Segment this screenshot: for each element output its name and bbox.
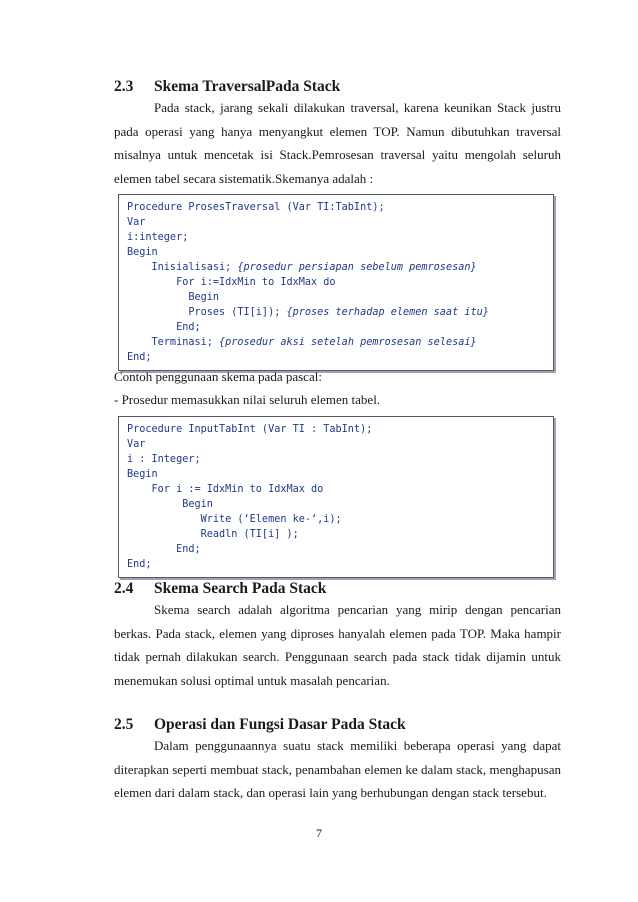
code-text: Begin (127, 499, 213, 510)
code-line (127, 200, 553, 215)
code-line (127, 467, 553, 482)
code-line (127, 542, 553, 557)
paragraph-text: Skema search adalah algoritma pencarian yang mirip dengan pencarian berkas. Pada stack, elemen yang diproses hanyalah elemen pada TOP. Maka hampir tidak pernah dilakukan search. Penggunaan search pada stack tidak dijamin untuk menemukan solusi optimal untuk masalah pencarian. (114, 602, 561, 688)
section-heading-2-4 (114, 580, 326, 598)
code-text: End; (127, 544, 201, 555)
code-line (127, 557, 553, 572)
section-heading-2-3 (114, 78, 340, 96)
code-text: End; (127, 559, 152, 570)
section-heading-2-5 (114, 716, 406, 734)
code-text: For i:=IdxMin to IdxMax do (127, 277, 336, 288)
code-line (127, 512, 553, 527)
code-line (127, 305, 553, 320)
code-text: Begin (127, 247, 158, 258)
code-line (127, 335, 553, 350)
code-text: Readln (TI[i] ); (127, 529, 299, 540)
section-title: Skema Search Pada Stack (154, 580, 327, 597)
code-line (127, 452, 553, 467)
code-line (127, 497, 553, 512)
code-text: i:integer; (127, 232, 189, 243)
code-text: Write (‘Elemen ke-‘,i); (127, 514, 342, 525)
code-text: Begin (127, 292, 220, 303)
code-block-input (118, 416, 554, 578)
section-number: 2.3 (114, 78, 134, 95)
paragraph-text: Dalam penggunaannya suatu stack memiliki beberapa operasi yang dapat diterapkan seperti membuat stack, penambahan elemen ke dalam stack, menghapusan elemen dari dalam stack, dan operasi lain yang berhubungan dengan stack tersebut. (114, 738, 561, 800)
code-line (127, 350, 553, 365)
paragraph-text: Pada stack, jarang sekali dilakukan traversal, karena keunikan Stack justru pada operasi yang hanya menyangkut elemen TOP. Namun dibutuhkan traversal misalnya untuk mencetak isi Stack.Pemrosesan traversal yaitu mengolah seluruh elemen tabel secara sistematik.Skemanya adalah : (114, 100, 561, 186)
code-text: End; (127, 352, 152, 363)
page-number: 7 (316, 826, 322, 840)
example-subtitle: - Prosedur memasukkan nilai seluruh elemen tabel. (114, 392, 381, 407)
code-line (127, 245, 553, 260)
example-intro: Contoh penggunaan skema pada pascal: (114, 369, 322, 384)
code-line (127, 260, 553, 275)
code-text: Terminasi; (127, 337, 220, 348)
code-line (127, 422, 553, 437)
code-text: Var (127, 439, 146, 450)
code-comment: {prosedur persiapan sebelum pemrosesan} (237, 262, 477, 273)
code-comment: {proses terhadap elemen saat itu} (286, 307, 489, 318)
code-line (127, 320, 553, 335)
section-title: Skema TraversalPada Stack (154, 78, 341, 95)
section-paragraph-2-4 (114, 598, 561, 692)
section-paragraph-2-3 (114, 96, 561, 190)
code-text: Procedure ProsesTraversal (Var TI:TabInt); (127, 202, 385, 213)
code-line (127, 275, 553, 290)
code-text: Var (127, 217, 146, 228)
section-title: Operasi dan Fungsi Dasar Pada Stack (154, 716, 406, 733)
code-line (127, 290, 553, 305)
code-line (127, 215, 553, 230)
section-number: 2.4 (114, 580, 134, 597)
code-line (127, 482, 553, 497)
code-block-traversal (118, 194, 554, 371)
code-comment: {prosedur aksi setelah pemrosesan selesai} (219, 337, 477, 348)
code-text: For i := IdxMin to IdxMax do (127, 484, 324, 495)
code-line (127, 527, 553, 542)
code-text: End; (127, 322, 201, 333)
code-text: Begin (127, 469, 158, 480)
section-paragraph-2-5 (114, 734, 561, 805)
code-text: Procedure InputTabInt (Var TI : TabInt); (127, 424, 373, 435)
code-text: i : Integer; (127, 454, 201, 465)
code-text: Inisialisasi; (127, 262, 238, 273)
code-line (127, 230, 553, 245)
section-number: 2.5 (114, 716, 134, 733)
code-line (127, 437, 553, 452)
code-text: Proses (TI[i]); (127, 307, 287, 318)
